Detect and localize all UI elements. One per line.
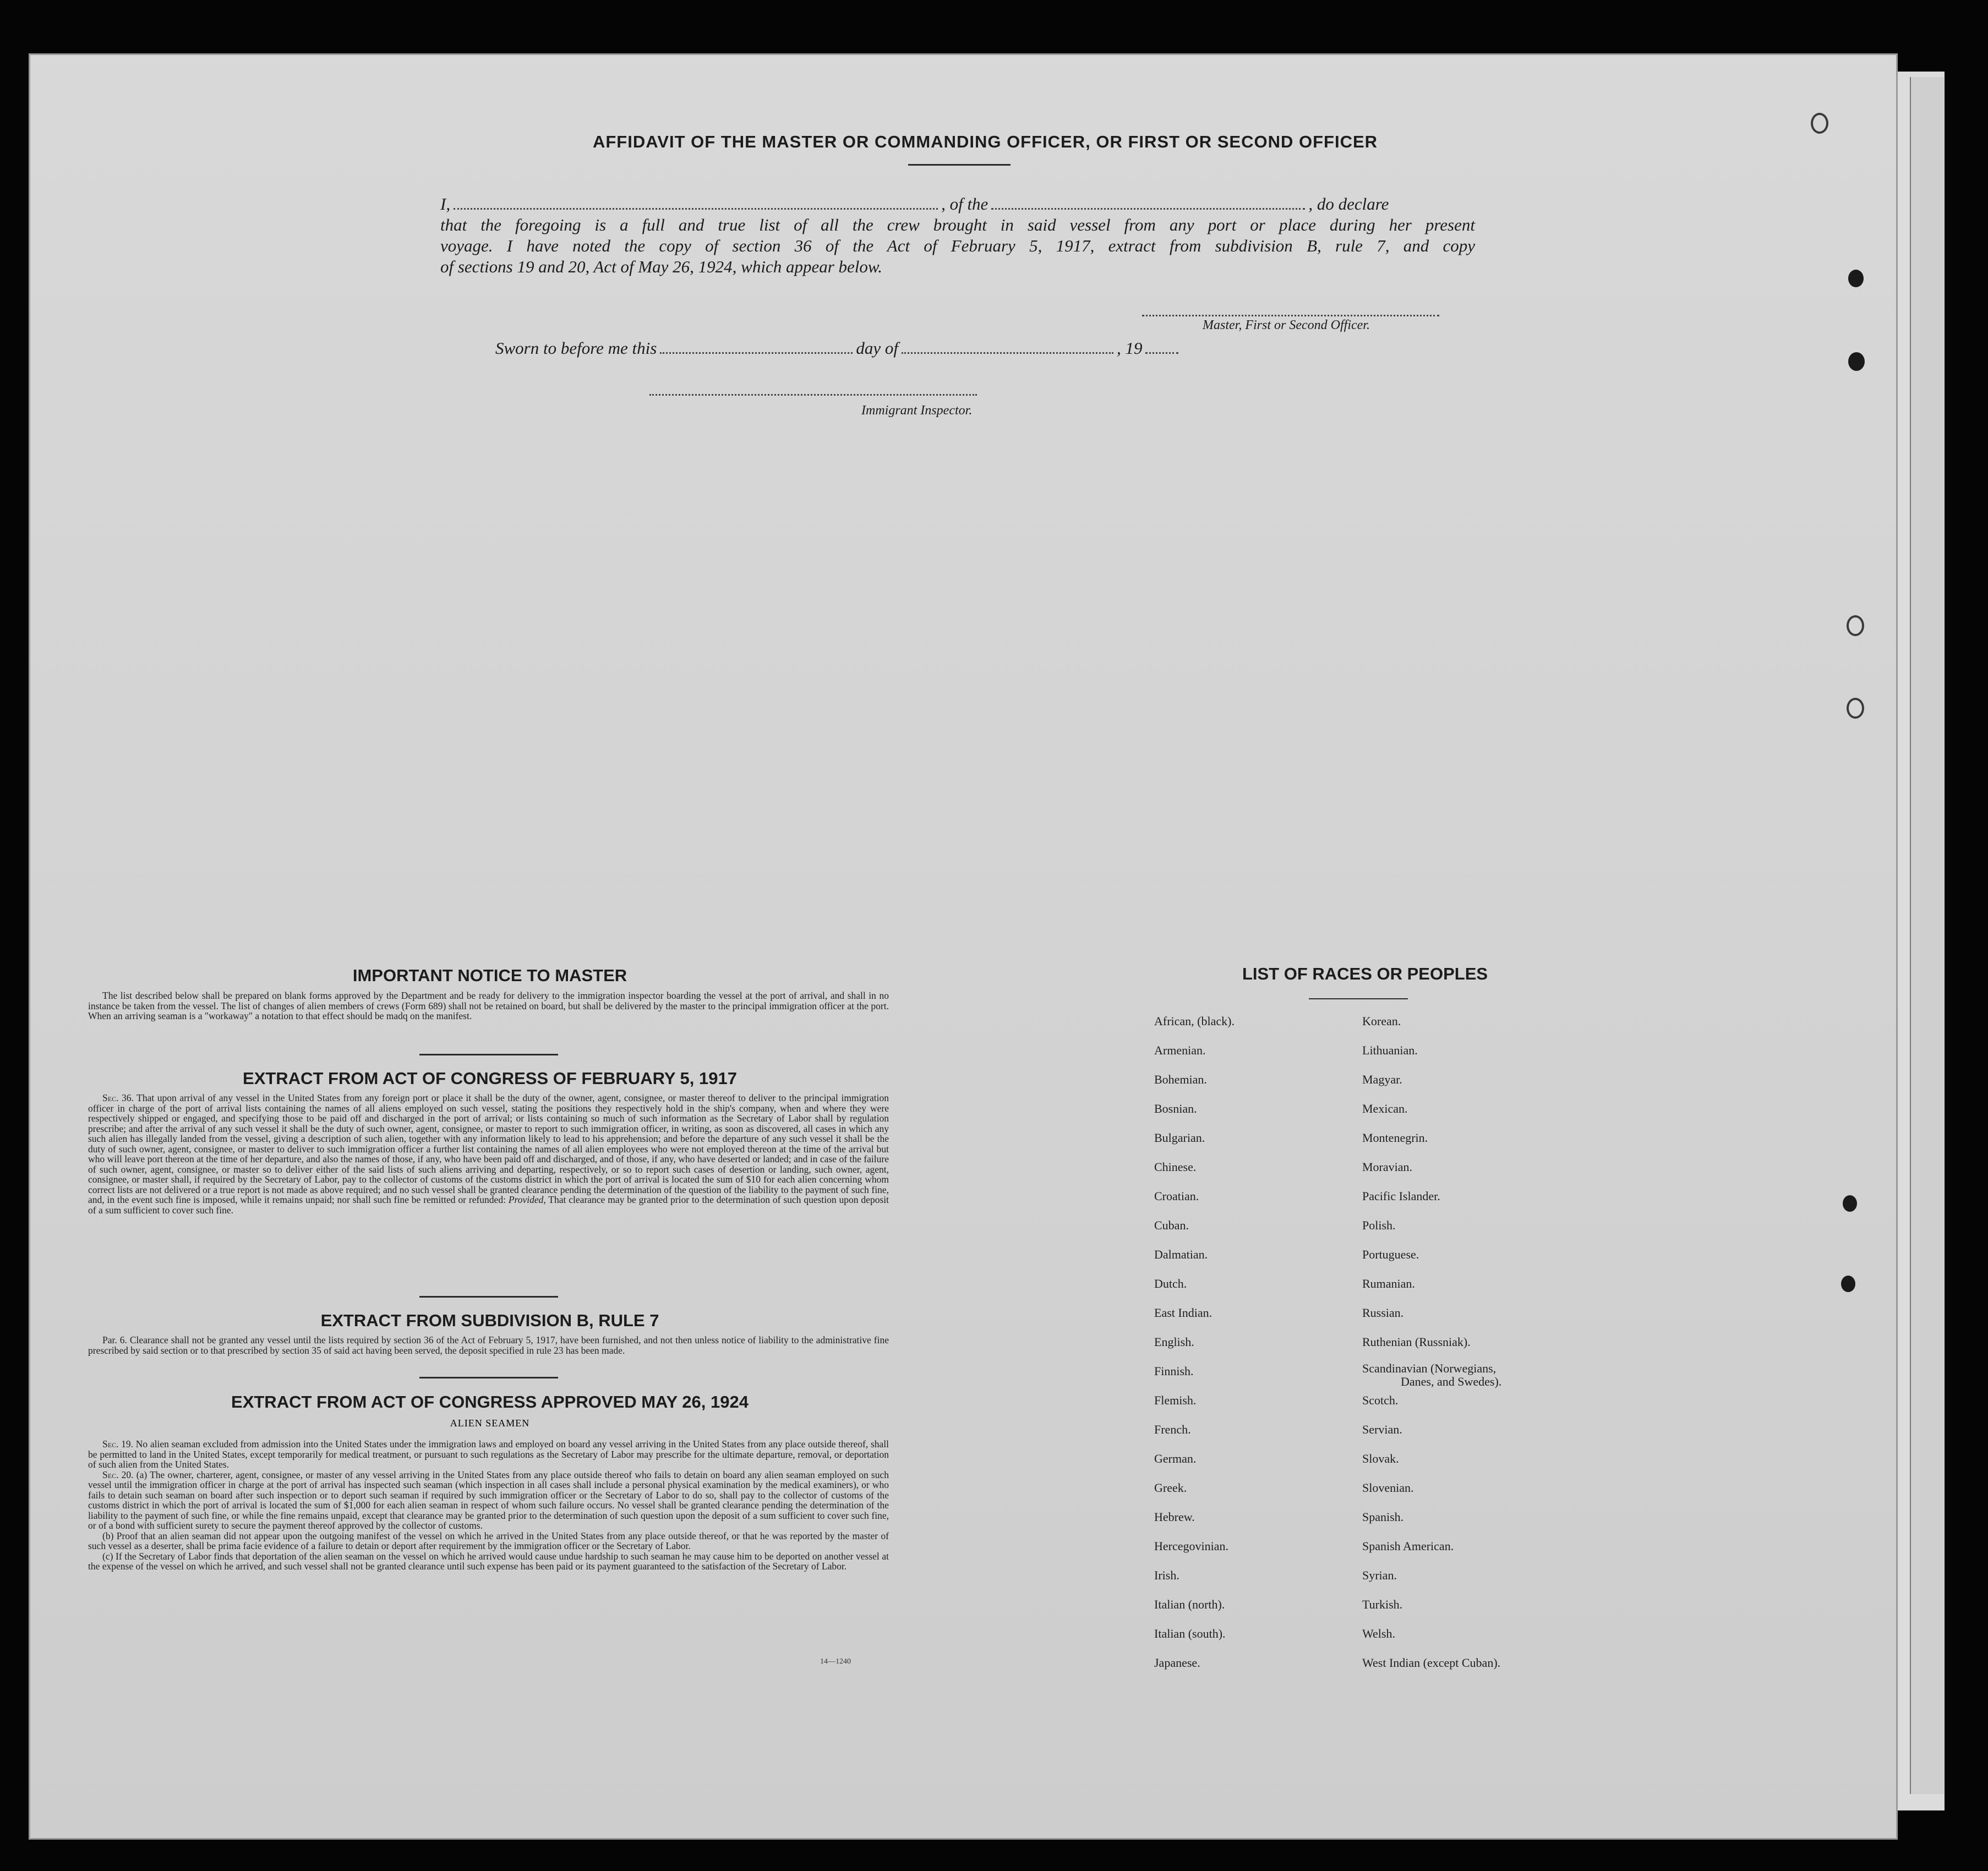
race-item: Korean. xyxy=(1362,1014,1401,1028)
sworn-day-of: day of xyxy=(856,338,898,358)
rule7-paragraph: Par. 6. Clearance shall not be granted any vessel until the lists required by section 36 of the Act of February 5, 1917, have been furnished, and not then unless notice of liability to the administrative fine prescribed by said section or to that prescribed by section 35 of said act having been served, the deposit specified in rule 23 has been made. xyxy=(88,1334,889,1356)
race-item: Dalmatian. xyxy=(1154,1248,1208,1261)
race-item: Hebrew. xyxy=(1154,1510,1195,1524)
sworn-day-blank[interactable] xyxy=(660,347,853,354)
races-title: LIST OF RACES OR PEOPLES xyxy=(1242,964,1488,983)
sworn-line xyxy=(495,338,1182,358)
vessel-blank[interactable] xyxy=(991,203,1305,210)
punch-hole xyxy=(1841,1276,1855,1292)
punch-hole xyxy=(1848,352,1865,371)
master-signature-label: Master, First or Second Officer. xyxy=(1203,318,1370,332)
section-36-label: Sec. 36. xyxy=(102,1092,134,1103)
race-item: Scandinavian (Norwegians, xyxy=(1362,1361,1497,1375)
race-item: Irish. xyxy=(1154,1568,1179,1582)
declaration-i: I, xyxy=(440,194,451,214)
race-item: Syrian. xyxy=(1362,1568,1397,1582)
race-item: Cuban. xyxy=(1154,1218,1189,1232)
punch-hole xyxy=(1847,615,1864,636)
race-item: Pacific Islander. xyxy=(1362,1189,1440,1203)
race-item: Hercegovinian. xyxy=(1154,1539,1228,1553)
declaration xyxy=(440,194,1475,277)
punch-hole xyxy=(1843,1195,1857,1212)
section-19-text: No alien seaman excluded from admission into the United States under the immigration laws and employed on board any vessel arriving in the United States from any place outside thereof, shall be permitted to land in the United States, except temporarily for medical treatment, or pursuant to such regulations as the Secretary of Labor may prescribe for the ultimate departure, removal, or deportation of such alien from the United States. xyxy=(88,1438,889,1470)
rule7-text xyxy=(88,1335,889,1355)
race-item-continued: Danes, and Swedes). xyxy=(1401,1375,1502,1388)
section-20-label: Sec. 20. xyxy=(102,1469,134,1480)
race-item: Bulgarian. xyxy=(1154,1131,1205,1145)
race-item: Flemish. xyxy=(1154,1393,1197,1407)
inspector-signature-line[interactable] xyxy=(649,389,977,396)
race-item: Lithuanian. xyxy=(1362,1043,1418,1057)
section-36-provided: Provided, xyxy=(508,1194,546,1205)
master-signature-line[interactable] xyxy=(1142,309,1439,316)
race-item: Spanish American. xyxy=(1362,1539,1454,1553)
declaration-of-the: , of the xyxy=(941,194,988,214)
race-item: Rumanian. xyxy=(1362,1277,1415,1290)
section-36-text: That upon arrival of any vessel in the United States from any foreign port or place it shall be the duty of the owner, agent, consignee, or master thereof to deliver to the principal immigration officer in charge of the port of arrival lists containing the names of all aliens employed on such vessel, stating the positions they respectively hold in the ship's company, when and where they were respectively shipped or engaged, and specifying those to be paid off and discharged in the port of arrival; or lists containing so much of such information as the Secretary of Labor shall by regulation prescribe; and after the arrival of any such vessel it shall be the duty of such owner, agent, consignee, or master to report to such immigration officer, in writing, as soon as discovered, all cases in which any such alien has illegally landed from the vessel, giving a description of such alien, together with any information likely to lead to his apprehension; and before the departure of any such vessel it shall be the duty of such owner, agent, consignee, or master to deliver to such immigration officer a further list containing the names of all alien employees who were not employed thereon at the time of the arrival but who will leave port thereon at the time of her departure, and also the names of those, if any, who have been paid off and discharged, and of those, if any, who have deserted or landed; and in case of the failure of such owner, agent, consignee, or master so to deliver either of the said lists of such aliens arriving and departing, respectively, or so to report such cases of desertion or landing, such owner, agent, consignee, or master shall, if required by the Secretary of Labor, pay to the collector of customs of the customs district in which the port of arrival is located the sum of $10 for each alien concerning whom correct lists are not delivered or a true report is not made as above required; and no such vessel shall be granted clearance pending the determination of the question of the liability to the payment of such fine, and, in the event such fine is imposed, while it remains unpaid; nor shall such fine be remitted or refunded: xyxy=(88,1092,889,1205)
punch-hole xyxy=(1811,113,1828,134)
underlying-page-edge xyxy=(1910,77,1944,1794)
affidavit-title: AFFIDAVIT OF THE MASTER OR COMMANDING OFFICER, OR FIRST OR SECOND OFFICER xyxy=(592,132,1378,151)
race-item: German. xyxy=(1154,1452,1197,1465)
declaration-declare: , do declare xyxy=(1308,194,1389,214)
race-item: Italian (north). xyxy=(1154,1598,1225,1611)
sworn-month-blank[interactable] xyxy=(902,347,1113,354)
alien-seamen-subtitle: ALIEN SEAMEN xyxy=(450,1418,530,1429)
declaration-line-4: of sections 19 and 20, Act of May 26, 1924, which appear below. xyxy=(440,257,883,276)
race-item: Scotch. xyxy=(1362,1393,1399,1407)
race-item: Polish. xyxy=(1362,1218,1396,1232)
race-item: Greek. xyxy=(1154,1481,1187,1495)
race-item: Slovak. xyxy=(1362,1452,1399,1465)
section-19-label: Sec. 19. xyxy=(102,1438,134,1449)
title-rule xyxy=(908,164,1011,166)
extract-1917-title: EXTRACT FROM ACT OF CONGRESS OF FEBRUARY 5, 1917 xyxy=(243,1069,737,1088)
punch-hole xyxy=(1848,270,1864,287)
race-item: Dutch. xyxy=(1154,1277,1187,1290)
race-item: Japanese. xyxy=(1154,1656,1200,1670)
notice-paragraph: The list described below shall be prepared on blank forms approved by the Department and be ready for delivery to the immigration inspector boarding the vessel at the port of arrival, and shall in no instance be taken from the vessel. The list of changes of alien members of crews (Form 689) shall not be retained on board, but shall be delivered by the master to the principal immigration officer at the port. When an arriving seaman is a "workaway" a notation to that effect should be madq on the manifest. xyxy=(88,990,889,1021)
punch-hole xyxy=(1847,698,1864,719)
race-item: Spanish. xyxy=(1362,1510,1404,1524)
section-20c-paragraph: (c) If the Secretary of Labor finds that deportation of the alien seaman on the vessel on which he arrived would cause undue hardship to such seaman he may cause him to be deported on another vessel at the expense of the vessel on which he arrived, and such vessel shall not be granted clearance until such expense has been paid or its payment guaranteed to the satisfaction of the Secretary of Labor. xyxy=(88,1550,889,1572)
section-20b-paragraph: (b) Proof that an alien seaman did not appear upon the outgoing manifest of the vessel on which he arrived in the United States from any place outside thereof, or that he was reported by the master of such vessel as a deserter, shall be prima facie evidence of a failure to detain or deport after requirement by the immigration officer or the Secretary of Labor. xyxy=(88,1530,889,1551)
race-item: Italian (south). xyxy=(1154,1627,1226,1640)
race-item: Russian. xyxy=(1362,1306,1404,1320)
race-item: West Indian (except Cuban). xyxy=(1362,1656,1501,1670)
section-rule xyxy=(419,1054,558,1055)
race-item: Turkish. xyxy=(1362,1598,1403,1611)
declaration-line-3: voyage. I have noted the copy of section 36 of the Act of February 5, 1917, extract from subdivision B, rule 7, and copy xyxy=(440,236,1475,255)
rule7-title: EXTRACT FROM SUBDIVISION B, RULE 7 xyxy=(320,1311,659,1330)
race-item: Ruthenian (Russniak). xyxy=(1362,1335,1471,1349)
section-36-paragraph xyxy=(88,1093,889,1215)
sworn-year-blank[interactable] xyxy=(1145,347,1178,354)
race-item: Moravian. xyxy=(1362,1160,1413,1174)
section-19-paragraph xyxy=(88,1439,889,1470)
race-item: African, (black). xyxy=(1154,1014,1235,1028)
race-item: East Indian. xyxy=(1154,1306,1213,1320)
section-rule xyxy=(419,1296,558,1298)
race-item: Bohemian. xyxy=(1154,1073,1207,1086)
inspector-signature-label: Immigrant Inspector. xyxy=(861,403,973,418)
race-item: English. xyxy=(1154,1335,1194,1349)
section-20-paragraph xyxy=(88,1470,889,1531)
extract-1917-text xyxy=(88,1093,889,1215)
race-item: Slovenian. xyxy=(1362,1481,1414,1495)
notice-title: IMPORTANT NOTICE TO MASTER xyxy=(352,966,627,985)
declaration-line-1 xyxy=(440,194,1475,215)
race-item: Finnish. xyxy=(1154,1364,1194,1378)
declaration-line-2: that the foregoing is a full and true list of all the crew brought in said vessel from any port or place during her present xyxy=(440,215,1475,234)
notice-text xyxy=(88,991,889,1021)
section-20a-text: (a) The owner, charterer, agent, consignee, or master of any vessel arriving in the United States from any place outside thereof who fails to detain on board any alien seaman employed on such vessel until the immigration officer in charge at the port of arrival has inspected such seaman (which inspection in all cases shall include a personal physical examination by the medical examiners), or who fails to detain such seaman on board after such inspection or to deport such seaman if required by such immigration officer or the Secretary of Labor to do so, shall pay to the collector of customs of the customs district in which the port of arrival is located the sum of $1,000 for each alien seaman in respect of whom such failure occurs. No vessel shall be granted clearance pending the determination of the liability to the payment of such fine, or while the fine remains unpaid, except that clearance may be granted prior to the determination of such question upon the deposit of a sum sufficient to cover such fine, or of a bond with sufficient surety to secure the payment thereof approved by the collector of customs. xyxy=(88,1469,889,1531)
race-item: Magyar. xyxy=(1362,1073,1402,1086)
extract-1924-title: EXTRACT FROM ACT OF CONGRESS APPROVED MAY 26, 1924 xyxy=(231,1392,749,1412)
race-item: French. xyxy=(1154,1423,1191,1436)
race-item: Armenian. xyxy=(1154,1043,1206,1057)
race-item: Montenegrin. xyxy=(1362,1131,1428,1145)
form-number: 14—1240 xyxy=(820,1657,851,1666)
sworn-year: , 19 xyxy=(1116,338,1143,358)
race-item: Croatian. xyxy=(1154,1189,1199,1203)
extract-1924-text xyxy=(88,1439,889,1572)
section-36-text-end: That clearance may be granted prior to the determination of such question upon deposit of a sum sufficient to cover such fine. xyxy=(88,1194,889,1216)
section-rule xyxy=(419,1377,558,1378)
races-title-rule xyxy=(1309,998,1408,999)
race-item: Mexican. xyxy=(1362,1102,1408,1115)
race-item: Portuguese. xyxy=(1362,1248,1419,1261)
sworn-prefix: Sworn to before me this xyxy=(495,338,657,358)
race-item: Chinese. xyxy=(1154,1160,1197,1174)
race-item: Bosnian. xyxy=(1154,1102,1197,1115)
race-item: Servian. xyxy=(1362,1423,1402,1436)
race-item: Welsh. xyxy=(1362,1627,1395,1640)
name-blank[interactable] xyxy=(454,203,938,210)
